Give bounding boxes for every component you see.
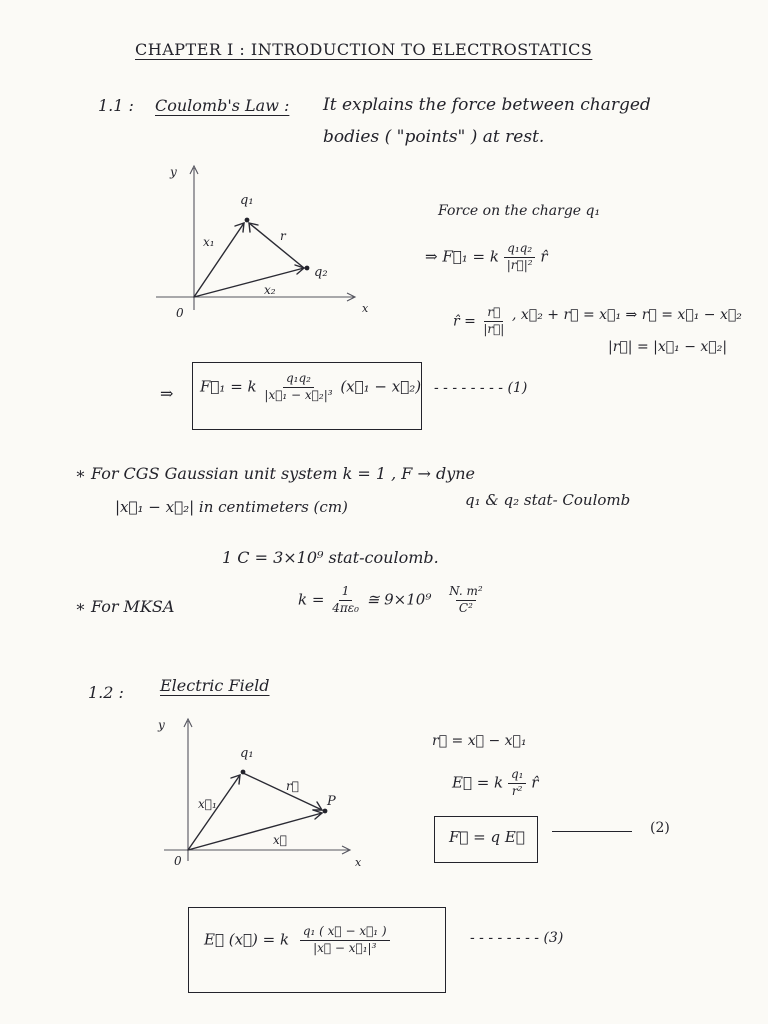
chapter-title: CHAPTER I : INTRODUCTION TO ELECTROSTATICS <box>135 40 593 59</box>
section-1-2-title: Electric Field <box>160 676 270 695</box>
mksa-constant <box>298 585 486 616</box>
x1-vector-label: x⃗₁ <box>198 797 217 811</box>
rhat-denominator: |r⃗| <box>483 321 505 336</box>
field-denominator: r² <box>511 783 523 798</box>
coulomb-vector-diagram <box>150 160 380 325</box>
equation-3-tag: - - - - - - - - (3) <box>470 930 564 946</box>
force-field-relation: F⃗ = q E⃗ <box>449 828 525 846</box>
field-point-p <box>323 809 328 814</box>
origin-label: 0 <box>174 854 182 868</box>
rhat-fraction <box>480 306 507 337</box>
field-unit-vector: r̂ <box>531 773 539 792</box>
force-equation <box>425 242 548 273</box>
point-p-label: P <box>327 794 336 809</box>
charge-q2-point <box>305 266 310 271</box>
eq3-fraction <box>300 925 390 956</box>
eq3-denominator: |x⃗ − x⃗₁|³ <box>313 940 377 955</box>
mksa-unit-numerator: N. m² <box>449 584 483 598</box>
equation-1 <box>200 372 421 403</box>
rhat-numerator: r⃗ <box>484 306 503 322</box>
force-numerator: q₁q₂ <box>504 242 535 258</box>
force-denominator: |r⃗|² <box>506 257 533 272</box>
mksa-units <box>446 585 486 616</box>
section-1-1-title: Coulomb's Law : <box>155 96 290 115</box>
rhat-definition <box>453 306 507 337</box>
vector-r <box>243 773 322 810</box>
eq1-denominator: |x⃗₁ − x⃗₂|³ <box>264 387 333 402</box>
r-definition: r⃗ = x⃗ − x⃗₁ <box>432 733 527 749</box>
charge-q1-point <box>241 770 246 775</box>
coulomb-conversion: 1 C = 3×10⁹ stat-coulomb. <box>222 548 439 567</box>
r-vector-label: r <box>280 229 286 243</box>
vector-x <box>188 813 322 850</box>
x1-vector-label: x₁ <box>203 235 215 249</box>
x-vector-label: x⃗ <box>273 833 287 847</box>
x-axis-label: x <box>362 302 369 315</box>
vector-x1 <box>188 775 240 850</box>
equation-1-tag: - - - - - - - - (1) <box>434 380 528 396</box>
eq1-implies: ⇒ <box>160 384 174 403</box>
origin-label: 0 <box>176 306 184 320</box>
x-axis-label: x <box>355 856 362 869</box>
force-unit-vector: r̂ <box>540 247 548 266</box>
eq1-rhs: (x⃗₁ − x⃗₂) <box>340 377 422 396</box>
eq1-fraction <box>261 372 335 403</box>
mksa-label: ∗ For MKSA <box>75 597 175 616</box>
mksa-fraction <box>329 585 362 616</box>
force-lhs: ⇒ F⃗₁ = k <box>425 247 499 266</box>
equation-2-leader <box>552 831 632 832</box>
mksa-denominator: 4πε₀ <box>332 600 359 615</box>
field-lhs: E⃗ = k <box>452 773 504 792</box>
section-1-1-number: 1.1 : <box>98 96 134 115</box>
vector-relation: , x⃗₂ + r⃗ = x⃗₁ ⇒ r⃗ = x⃗₁ − x⃗₂ <box>512 307 742 323</box>
cgs-line-2-charge: q₁ & q₂ stat- Coulomb <box>465 491 631 509</box>
force-fraction <box>504 242 536 273</box>
vector-r <box>249 223 304 268</box>
eq1-numerator: q₁q₂ <box>283 372 314 388</box>
mksa-approx: ≅ 9×10⁹ <box>366 590 432 609</box>
mksa-numerator: 1 <box>339 585 353 601</box>
field-numerator: q₁ <box>508 768 527 784</box>
eq3-lhs: E⃗ (x⃗) = k <box>204 930 290 949</box>
q1-label: q₁ <box>240 746 254 761</box>
y-axis-label: y <box>170 165 177 179</box>
x2-vector-label: x₂ <box>264 283 276 297</box>
r-vector-label: r⃗ <box>286 779 299 793</box>
equation-2-tag: (2) <box>650 820 670 836</box>
cgs-line-1: ∗ For CGS Gaussian unit system k = 1 , F → dyne <box>75 464 476 483</box>
rhat-lhs: r̂ = <box>453 313 476 330</box>
force-heading: Force on the charge q₁ <box>438 203 601 219</box>
y-axis-label: y <box>158 718 165 732</box>
mksa-unit-denominator: C² <box>456 600 476 616</box>
equation-3 <box>204 925 390 956</box>
magnitude-relation: |r⃗| = |x⃗₁ − x⃗₂| <box>608 339 728 355</box>
mksa-k: k = <box>298 590 325 609</box>
q1-label: q₁ <box>240 193 254 208</box>
q2-label: q₂ <box>314 265 328 280</box>
field-equation <box>452 768 538 799</box>
eq3-numerator: q₁ ( x⃗ − x⃗₁ ) <box>300 925 390 941</box>
coulomb-description-line-2: bodies ( "points" ) at rest. <box>323 127 545 147</box>
cgs-line-2-distance: |x⃗₁ − x⃗₂| in centimeters (cm) <box>115 498 348 516</box>
coulomb-description-line-1: It explains the force between charged <box>323 95 651 115</box>
field-fraction <box>508 768 527 799</box>
eq1-lhs: F⃗₁ = k <box>200 377 257 396</box>
electric-field-diagram <box>150 713 380 873</box>
section-1-2-number: 1.2 : <box>88 683 124 702</box>
charge-q1-point <box>245 218 250 223</box>
